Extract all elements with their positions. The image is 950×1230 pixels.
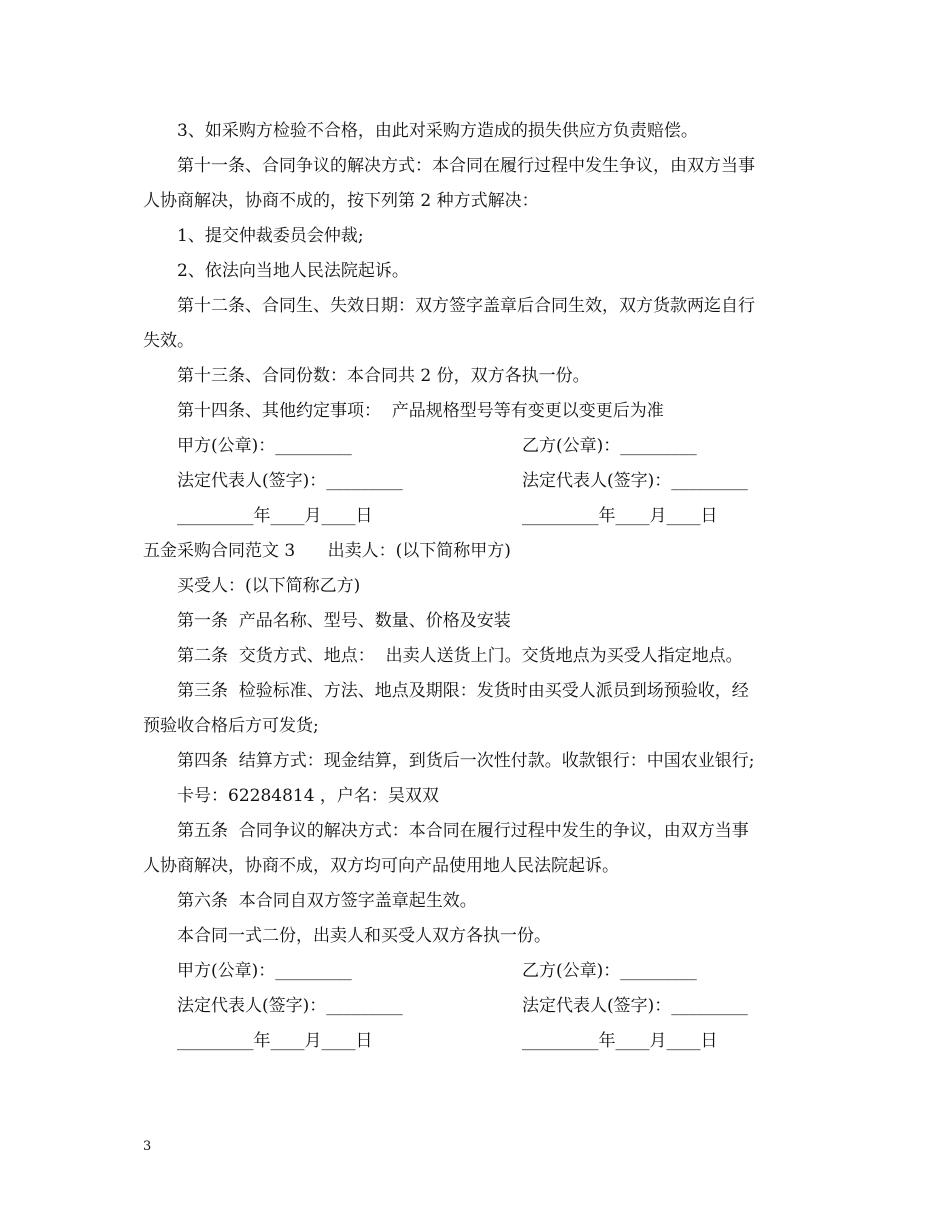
page-number: 3: [143, 1139, 152, 1154]
article-3-line1: 第三条 检验标准、方法、地点及期限：发货时由买受人派员到场预验收，经: [177, 681, 749, 701]
bank-account: 卡号：62284814 ，户名：吴双双: [177, 786, 439, 806]
article-5-line2: 人协商解决，协商不成，双方均可向产品使用地人民法院起诉。: [143, 856, 619, 876]
party-a-representative: 法定代表人(签字)：_________: [177, 996, 403, 1016]
article-14: 第十四条、其他约定事项： 产品规格型号等有变更以变更后为准: [177, 401, 664, 421]
party-b-seal: 乙方(公章)：_________: [522, 436, 697, 456]
article-6: 第六条 本合同自双方签字盖章起生效。: [177, 891, 477, 911]
party-b-date: _________年____月____日: [522, 506, 718, 526]
party-b-seal: 乙方(公章)：_________: [522, 961, 697, 981]
party-a-seal: 甲方(公章)：_________: [177, 436, 352, 456]
option-2: 2、依法向当地人民法院起诉。: [177, 261, 409, 281]
article-11-line1: 第十一条、合同争议的解决方式：本合同在履行过程中发生争议，由双方当事: [177, 156, 755, 176]
party-a-date: _________年____月____日: [177, 506, 373, 526]
party-b-date: _________年____月____日: [522, 1031, 718, 1051]
option-1: 1、提交仲裁委员会仲裁;: [177, 226, 364, 246]
party-a-date: _________年____月____日: [177, 1031, 373, 1051]
clause-3-inspection: 3、如采购方检验不合格，由此对采购方造成的损失供应方负责赔偿。: [177, 121, 698, 141]
section-title-contract-3: 五金采购合同范文 3 出卖人：(以下简称甲方): [143, 541, 511, 561]
article-13: 第十三条、合同份数：本合同共 2 份，双方各执一份。: [177, 366, 590, 386]
party-a-representative: 法定代表人(签字)：_________: [177, 471, 403, 491]
article-1: 第一条 产品名称、型号、数量、价格及安装: [177, 611, 511, 631]
article-3-line2: 预验收合格后方可发货;: [143, 716, 319, 736]
party-b-representative: 法定代表人(签字)：_________: [522, 471, 748, 491]
buyer-line: 买受人：(以下简称乙方): [177, 576, 361, 596]
party-b-representative: 法定代表人(签字)：_________: [522, 996, 748, 1016]
article-12-line1: 第十二条、合同生、失效日期：双方签字盖章后合同生效，双方货款两迄自行: [177, 296, 755, 316]
article-2: 第二条 交货方式、地点： 出卖人送货上门。交货地点为买受人指定地点。: [177, 646, 743, 666]
article-5-line1: 第五条 合同争议的解决方式：本合同在履行过程中发生的争议，由双方当事: [177, 821, 749, 841]
article-12-line2: 失效。: [143, 331, 194, 351]
article-4: 第四条 结算方式：现金结算，到货后一次性付款。收款银行：中国农业银行;: [177, 751, 755, 771]
party-a-seal: 甲方(公章)：_________: [177, 961, 352, 981]
copies-clause: 本合同一式二份，出卖人和买受人双方各执一份。: [177, 926, 551, 946]
article-11-line2: 人协商解决，协商不成的，按下列第 2 种方式解决：: [143, 191, 539, 211]
